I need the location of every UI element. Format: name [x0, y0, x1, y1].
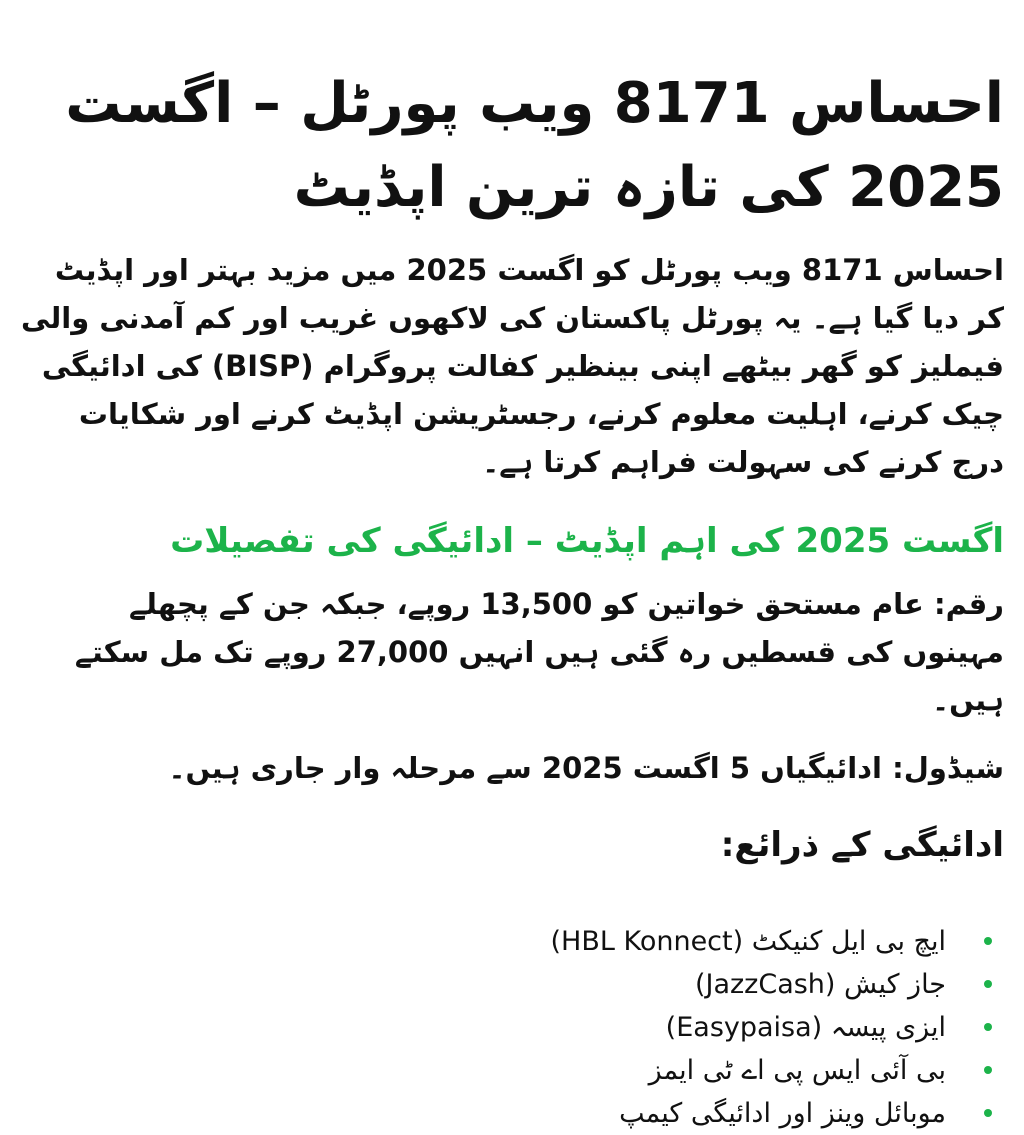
list-item: [20, 1092, 946, 1135]
list-item: [20, 1006, 946, 1049]
channel-mobile-vans: موبائل وینز اور ادائیگی کیمپ: [619, 1098, 946, 1129]
list-item: [20, 1049, 946, 1092]
channel-easypaisa: ایزی پیسہ (Easypaisa): [665, 1012, 946, 1043]
bullet-icon: [984, 1066, 992, 1074]
payment-channels-list: [20, 920, 1004, 1135]
schedule-label: شیڈول:: [892, 751, 1004, 785]
section-heading: اگست 2025 کی اہم اپڈیٹ – ادائیگی کی تفصیلات: [170, 521, 1004, 561]
bullet-icon: [984, 1023, 992, 1031]
list-item: [20, 920, 946, 963]
channel-jazzcash: جاز کیش (JazzCash): [694, 969, 946, 1000]
article-title: احساس 8171 ویب پورٹل – اگست 2025 کی تازہ ترین اپڈیٹ: [65, 71, 1004, 220]
amount-text: عام مستحق خواتین کو 13,500 روپے، جبکہ جن کے پچھلے مہینوں کی قسطیں رہ گئی ہیں انہیں 27,000 روپے تک مل سکتے ہیں۔: [74, 587, 1004, 717]
schedule-text: ادائیگیاں 5 اگست 2025 سے مرحلہ وار جاری ہیں۔: [168, 751, 882, 785]
channel-hbl-konnect: ایچ بی ایل کنیکٹ (HBL Konnect): [550, 926, 946, 957]
intro-paragraph: احساس 8171 ویب پورٹل کو اگست 2025 میں مزید بہتر اور اپڈیٹ کر دیا گیا ہے۔ یہ پورٹل پاکستان کی لاکھوں غریب اور کم آمدنی والی فیملیز کو گھر بیٹھے اپنی بینظیر کفالت پروگرام (BISP) کی ادائیگی چیک کرنے، اہلیت معلوم کرنے، رجسٹریشن اپڈیٹ کرنے اور شکایات درج کرنے کی سہولت فراہم کرتا ہے۔: [21, 253, 1004, 479]
amount-detail: [20, 580, 1004, 724]
channel-bisp-atms: بی آئی ایس پی اے ٹی ایمز: [648, 1055, 946, 1086]
schedule-detail: [20, 744, 1004, 792]
amount-label: رقم:: [933, 587, 1004, 621]
list-item: [20, 963, 946, 1006]
bullet-icon: [984, 980, 992, 988]
bullet-icon: [984, 937, 992, 945]
payment-channels-title: ادائیگی کے ذرائع:: [720, 825, 1004, 865]
bullet-icon: [984, 1109, 992, 1117]
